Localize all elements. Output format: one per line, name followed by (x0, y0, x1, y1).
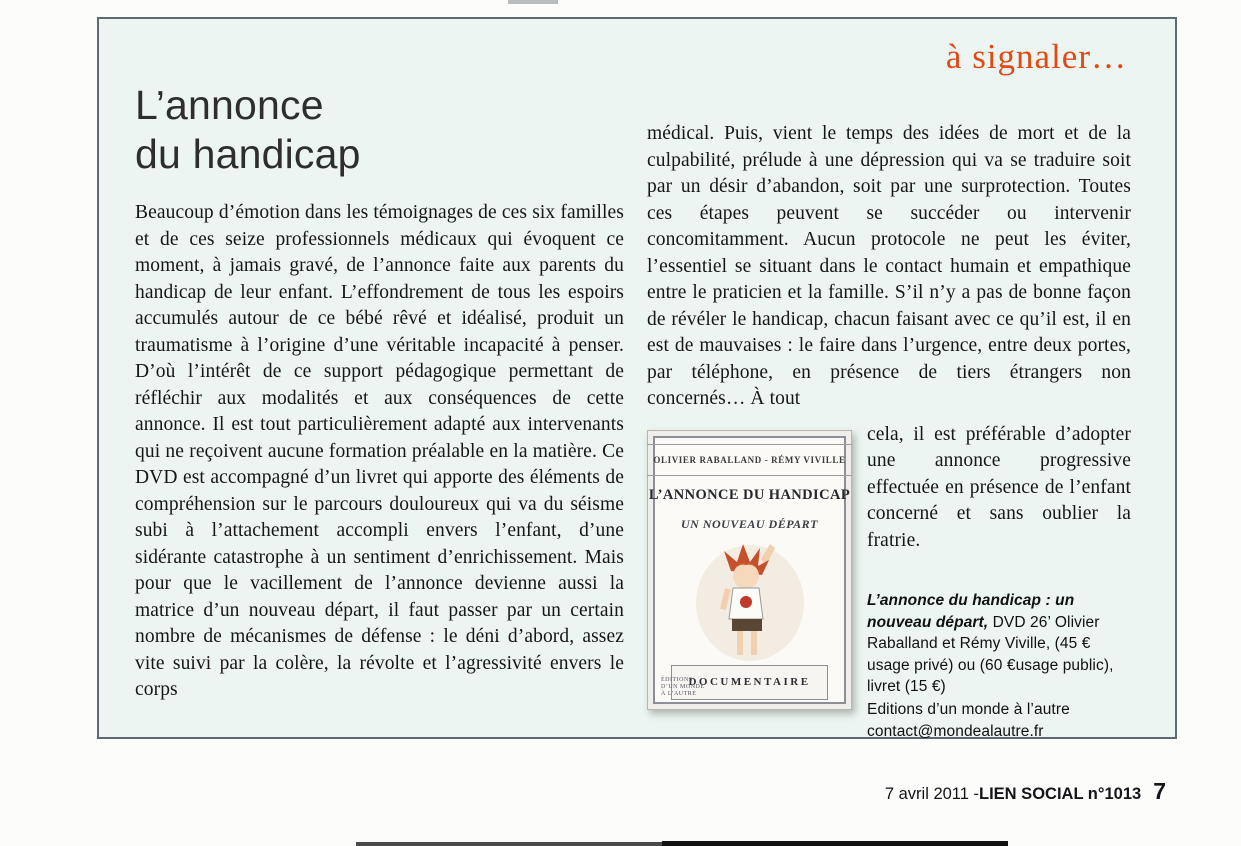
dvd-caption (867, 590, 1131, 743)
media-text (867, 422, 1131, 743)
scan-artifact-bottom-left (356, 842, 662, 846)
dvd-cover-authors: OLIVIER RABALLAND - RÉMY VIVILLE (647, 444, 851, 477)
dvd-cover-subtitle: UN NOUVEAU DÉPART (681, 516, 818, 531)
right-column-wrap-text: cela, il est préférable d’adopter une annonce progressive effectuée en présence de l’enfant concerné et sans oublier la fratrie. (867, 423, 1131, 551)
article-title (135, 81, 361, 179)
dvd-caption-main (867, 590, 1131, 698)
dvd-caption-publisher: Editions d’un monde à l’autre (867, 700, 1070, 718)
page-footer (885, 778, 1166, 805)
right-column (647, 121, 1131, 743)
dvd-caption-contact-email: contact@mondealautre.fr (867, 723, 1044, 740)
dvd-cover (647, 430, 852, 710)
magazine-page (97, 17, 1177, 739)
footer-journal-name: LIEN SOCIAL n°1013 (979, 785, 1142, 803)
dvd-cover-publisher-line1: ÉDITIONS (661, 676, 693, 683)
footer-date: 7 avril 2011 - (884, 785, 980, 803)
dvd-caption-details: DVD 26’ Olivier Raballand et Rémy Viville, (45 € usage privé) ou (60 €usage public), livret (15 €) (867, 613, 1114, 695)
dvd-cover-publisher-line3: À L’AUTRE (661, 690, 697, 697)
left-column (135, 200, 624, 704)
dvd-cover-genre: DOCUMENTAIRE (671, 665, 827, 700)
article-title-line1: L’annonce (135, 82, 324, 128)
dvd-cover-illustration (691, 539, 809, 665)
scan-artifact-top (508, 0, 558, 4)
dvd-cover-publisher-line2: D’UN MONDE (661, 683, 705, 690)
article-title-line2: du handicap (135, 131, 361, 177)
dvd-cover-title: L’ANNONCE DU HANDICAP (648, 487, 851, 503)
footer-page-number: 7 (1153, 778, 1166, 804)
right-column-text: médical. Puis, vient le temps des idées de mort et de la culpabilité, prélude à une dépression qui va se traduire soit par un désir d’abandon, soit par une surprotection. Toutes ces étapes peuvent se succéder ou intervenir concomitamment. Aucun protocole ne peut les éviter, l’essentiel se situant dans le contact humain et empathique entre le praticien et la famille. S’il n’y a pas de bonne façon de révéler le handicap, chacun faisant avec ce qu’il est, il en est de mauvaises : le faire dans l’urgence, entre deux portes, par téléphone, en présence de tiers étrangers non concernés… À tout (647, 123, 1131, 409)
section-label: à signaler… (945, 37, 1127, 76)
dvd-cover-publisher (661, 677, 705, 698)
left-column-text: Beaucoup d’émotion dans les témoignages de ces six familles et de ces seize professionnels médicaux qui évoquent ce moment, à jamais gravé, de l’annonce faite aux parents du handicap de leur enfant. L’effondrement de tous les espoirs accumulés autour de ce bébé rêvé et idéalisé, produit un traumatisme à l’origine d’une véritable incapacité à penser. D’où l’intérêt de ce support pédagogique permettant de réfléchir aux modalités et aux conséquences de cette annonce. Il est tout particulièrement adapté aux intervenants qui ne reçoivent aucune formation préalable en la matière. Ce DVD est accompagné d’un livret qui apporte des éléments de compréhension sur le parcours douloureux qui va du séisme subi à l’attachement accompli envers l’enfant, d’une sidérante catastrophe à un sentiment d’enrichissement. Mais pour que le vacillement de l’annonce devienne aussi la matrice d’un nouveau départ, il faut passer par un certain nombre de mécanismes de défense : le déni d’abord, assez vite suivi par la colère, la révolte et l’agressivité envers le corps (135, 202, 624, 700)
dvd-cover-frame (648, 436, 851, 704)
media-block (647, 422, 1131, 743)
dvd-caption-title: L’annonce du handicap : un nouveau départ, (867, 592, 1075, 631)
scan-artifact-bottom-right (662, 841, 1008, 846)
